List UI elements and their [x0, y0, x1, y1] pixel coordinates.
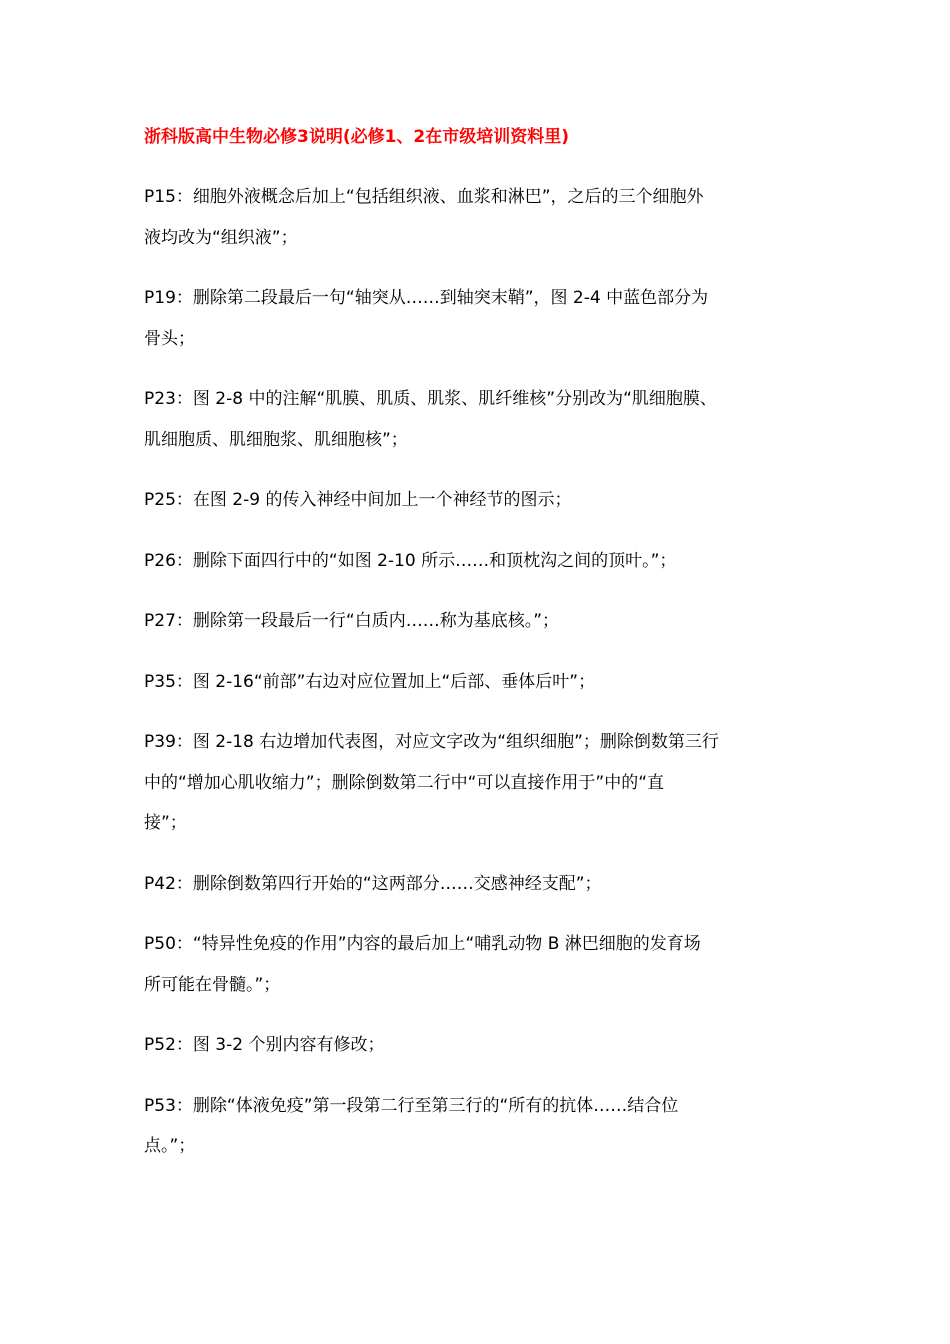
entry-line: P19：删除第二段最后一句“轴突从……到轴突末鞘”，图 2-4 中蓝色部分为 — [144, 288, 709, 308]
entry-line: P53：删除“体液免疫”第一段第二行至第三行的“所有的抗体……结合位 — [144, 1095, 679, 1116]
list-item — [144, 1025, 824, 1066]
entry-line: 点。”； — [144, 1136, 196, 1156]
list-item — [144, 541, 824, 582]
entry-line: P50：“特异性免疫的作用”内容的最后加上“哺乳动物 B 淋巴细胞的发育场 — [144, 934, 701, 954]
entry-line: 所可能在骨髓。”； — [144, 974, 281, 995]
entry-line: P42：删除倒数第四行开始的“这两部分……交感神经支配”； — [144, 873, 602, 894]
list-item — [144, 480, 824, 521]
entry-line: P52：图 3-2 个别内容有修改； — [144, 1035, 385, 1055]
entry-line: P25：在图 2-9 的传入神经中间加上一个神经节的图示； — [144, 490, 572, 510]
entry-list — [144, 177, 824, 1167]
entry-line: P35：图 2-16“前部”右边对应位置加上“后部、垂体后叶”； — [144, 671, 596, 692]
entry-line: P27：删除第一段最后一行“白质内……称为基底核。”； — [144, 611, 559, 631]
list-item — [144, 662, 824, 703]
entry-line: 接”； — [144, 813, 187, 833]
list-item — [144, 177, 824, 258]
entry-line: 骨头； — [144, 328, 195, 349]
list-item — [144, 924, 824, 1005]
list-item — [144, 601, 824, 642]
document-title: 浙科版高中生物必修3说明(必修1、2在市级培训资料里) — [144, 127, 570, 147]
entry-line: P23：图 2-8 中的注解“肌膜、肌质、肌浆、肌纤维核”分别改为“肌细胞膜、 — [144, 389, 717, 409]
list-item — [144, 278, 824, 359]
entry-line: 液均改为“组织液”； — [144, 227, 298, 248]
entry-line: P15：细胞外液概念后加上“包括组织液、血浆和淋巴”，之后的三个细胞外 — [144, 187, 704, 207]
entry-line: 中的“增加心肌收缩力”；删除倒数第二行中“可以直接作用于”中的“直 — [144, 772, 665, 793]
list-item — [144, 1086, 824, 1167]
list-item — [144, 864, 824, 905]
entry-line: 肌细胞质、肌细胞浆、肌细胞核”； — [144, 429, 408, 450]
entry-line: P39：图 2-18 右边增加代表图，对应文字改为“组织细胞”；删除倒数第三行 — [144, 732, 719, 752]
entry-line: P26：删除下面四行中的“如图 2-10 所示……和顶枕沟之间的顶叶。”； — [144, 550, 677, 571]
list-item — [144, 722, 824, 844]
document-page — [144, 122, 824, 1187]
list-item — [144, 379, 824, 460]
